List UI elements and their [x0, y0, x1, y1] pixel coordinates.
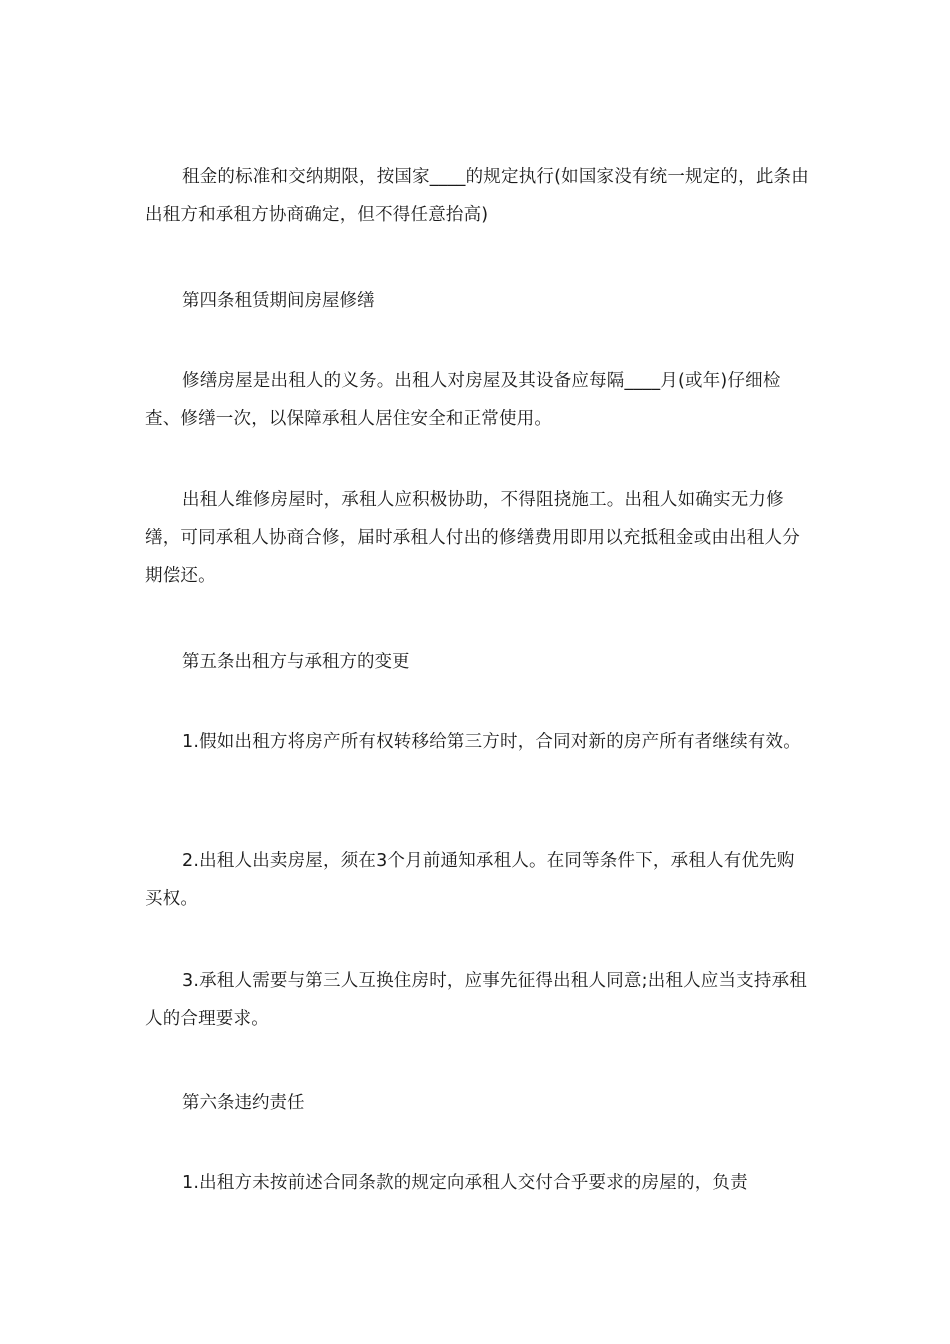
change-clause-1: 1.假如出租方将房产所有权转移给第三方时，合同对新的房产所有者继续有效。: [182, 732, 801, 752]
change-clause-2: 2.出租人出卖房屋，须在3个月前通知承租人。在同等条件下，承租人有优先购买权。: [145, 851, 795, 909]
change-clause-3: 3.承租人需要与第三人互换住房时，应事先征得出租人同意;出租人应当支持承租人的合理要求。: [145, 971, 807, 1029]
article-4-heading: 第四条租赁期间房屋修缮: [182, 291, 375, 311]
article-5-heading: 第五条出租方与承租方的变更: [182, 652, 410, 672]
repair-cooperation-paragraph: 出租人维修房屋时，承租人应积极协助，不得阻挠施工。出租人如确实无力修缮，可同承租人协商合修，届时承租人付出的修缮费用即用以充抵租金或由出租人分期偿还。: [145, 490, 800, 586]
repair-duty-paragraph: 修缮房屋是出租人的义务。出租人对房屋及其设备应每隔____月(或年)仔细检查、修缮一次，以保障承租人居住安全和正常使用。: [145, 371, 781, 429]
rent-standard-paragraph: 租金的标准和交纳期限，按国家____的规定执行(如国家没有统一规定的，此条由出租方和承租方协商确定，但不得任意抬高): [145, 167, 809, 225]
liability-clause-1: 1.出租方未按前述合同条款的规定向承租人交付合乎要求的房屋的，负责: [182, 1173, 748, 1193]
article-6-heading: 第六条违约责任: [182, 1093, 305, 1113]
